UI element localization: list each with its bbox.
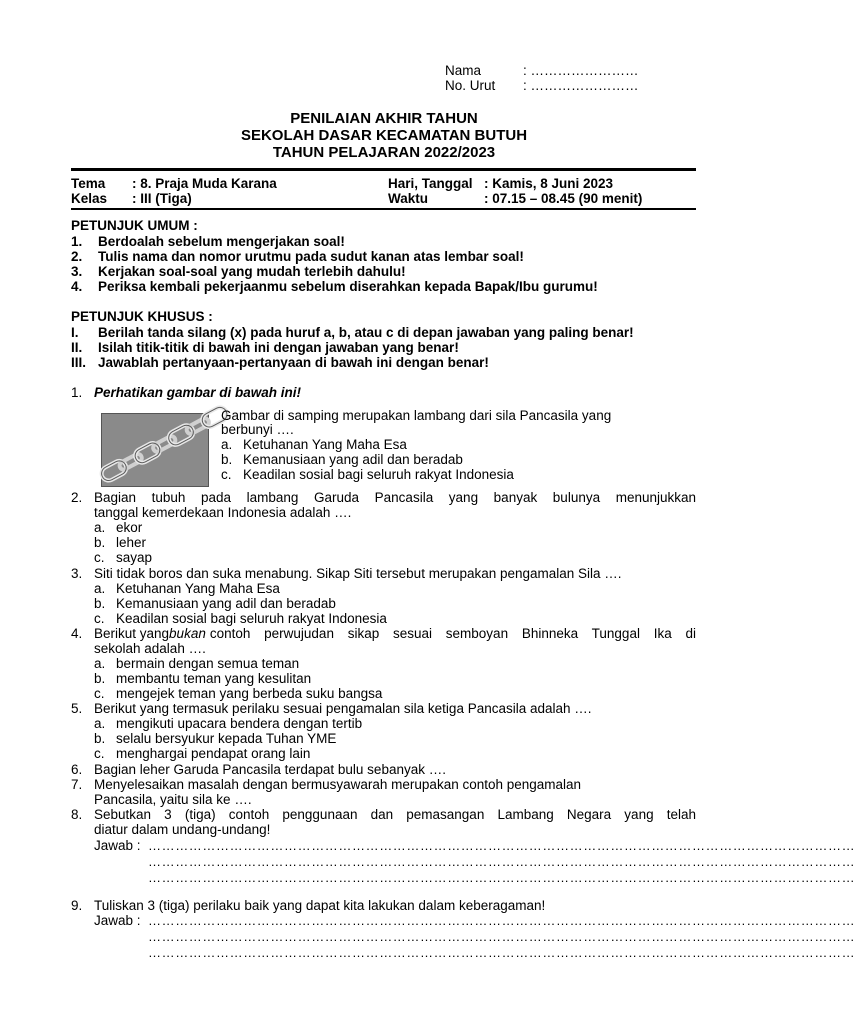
nourut-label: No. Urut — [445, 78, 496, 93]
tema-value: : 8. Praja Muda Karana — [132, 176, 277, 191]
option-letter: a. — [94, 581, 106, 596]
question-number: 3. — [71, 566, 83, 581]
option-c[interactable]: Keadilan sosial bagi seluruh rakyat Indonesia — [116, 611, 387, 626]
question-text — [94, 626, 696, 642]
hari-value: : Kamis, 8 Juni 2023 — [484, 176, 614, 191]
question-number: 4. — [71, 626, 83, 641]
question-instruction: Perhatikan gambar di bawah ini! — [94, 385, 302, 400]
option-a[interactable]: Ketuhanan Yang Maha Esa — [243, 437, 407, 452]
answer-line[interactable]: ………………………………………………………………………………………………………………………………………… — [148, 929, 855, 944]
option-letter: c. — [94, 611, 105, 626]
chain-image — [101, 413, 209, 487]
option-a[interactable]: ekor — [116, 520, 143, 535]
hari-label: Hari, Tanggal — [388, 176, 473, 191]
header-rule — [71, 168, 696, 171]
question-number: 8. — [71, 807, 83, 822]
nama-label: Nama — [445, 63, 482, 78]
answer-line[interactable]: ………………………………………………………………………………………………………………………………………… — [148, 854, 855, 869]
option-a[interactable]: bermain dengan semua teman — [116, 656, 300, 671]
question-number: 5. — [71, 701, 83, 716]
answer-line[interactable]: ………………………………………………………………………………………………………………………………………… — [148, 870, 855, 885]
question-number: 9. — [71, 898, 83, 913]
question-text: Bagian tubuh pada lambang Garuda Pancasila yang banyak bulunya menunjukkan — [94, 490, 696, 505]
question-text: Pancasila, yaitu sila ke …. — [94, 792, 252, 807]
option-letter: c. — [94, 550, 105, 565]
option-letter: b. — [94, 731, 106, 746]
list-item-num: 4. — [71, 279, 83, 294]
list-item: Berdoalah sebelum mengerjakan soal! — [98, 234, 345, 249]
question-text: Berikut yang termasuk perilaku sesuai pengamalan sila ketiga Pancasila adalah …. — [94, 701, 592, 716]
question-text: Bagian leher Garuda Pancasila terdapat bulu sebanyak …. — [94, 762, 446, 777]
option-b[interactable]: membantu teman yang kesulitan — [116, 671, 312, 686]
list-item: Kerjakan soal-soal yang mudah terlebih dahulu! — [98, 264, 406, 279]
list-item-num: II. — [71, 340, 83, 355]
petunjuk-khusus-heading: PETUNJUK KHUSUS : — [71, 309, 213, 324]
nourut-value[interactable]: : …………………… — [523, 78, 639, 93]
option-a[interactable]: mengikuti upacara bendera dengan tertib — [116, 716, 363, 731]
option-letter: a. — [221, 437, 233, 452]
option-letter: c. — [221, 467, 232, 482]
list-item: Jawablah pertanyaan-pertanyaan di bawah ini dengan benar! — [98, 355, 489, 370]
option-b[interactable]: Kemanusiaan yang adil dan beradab — [116, 596, 336, 611]
question-number: 1. — [71, 385, 83, 400]
question-text: sekolah adalah …. — [94, 641, 206, 656]
page-title-1: PENILAIAN AKHIR TAHUN — [290, 110, 478, 127]
option-b[interactable]: leher — [116, 535, 147, 550]
petunjuk-umum-heading: PETUNJUK UMUM : — [71, 218, 198, 233]
option-letter: c. — [94, 746, 105, 761]
question-text: Menyelesaikan masalah dengan bermusyawarah merupakan contoh pengamalan — [94, 777, 582, 792]
jawab-label: Jawab : — [94, 913, 141, 928]
list-item-num: I. — [71, 325, 79, 340]
option-letter: c. — [94, 686, 105, 701]
question-text-emphasis: bukan — [169, 626, 206, 641]
question-text: tanggal kemerdekaan Indonesia adalah …. — [94, 505, 352, 520]
tema-label: Tema — [71, 176, 106, 191]
option-b[interactable]: selalu bersyukur kepada Tuhan YME — [116, 731, 337, 746]
question-text-post: contoh perwujudan sikap sesuai semboyan Bhinneka Tunggal Ika di — [209, 626, 696, 641]
list-item-num: 2. — [71, 249, 83, 264]
list-item-num: 1. — [71, 234, 83, 249]
info-rule — [71, 208, 696, 210]
option-c[interactable]: sayap — [116, 550, 153, 565]
question-number: 7. — [71, 777, 83, 792]
question-text: Gambar di samping merupakan lambang dari sila Pancasila yang — [221, 408, 612, 423]
question-text-pre: Berikut yang — [94, 626, 170, 641]
answer-line[interactable]: ………………………………………………………………………………………………………………………………………… — [148, 838, 855, 853]
question-text: diatur dalam undang-undang! — [94, 822, 271, 837]
option-c[interactable]: mengejek teman yang berbeda suku bangsa — [116, 686, 383, 701]
list-item: Tulis nama dan nomor urutmu pada sudut kanan atas lembar soal! — [98, 249, 524, 264]
question-number: 6. — [71, 762, 83, 777]
answer-line[interactable]: ………………………………………………………………………………………………………………………………………… — [148, 945, 855, 960]
option-c[interactable]: menghargai pendapat orang lain — [116, 746, 311, 761]
list-item-num: III. — [71, 355, 87, 370]
option-letter: b. — [221, 452, 233, 467]
option-letter: b. — [94, 535, 106, 550]
answer-line[interactable]: ………………………………………………………………………………………………………………………………………… — [148, 913, 855, 928]
list-item-num: 3. — [71, 264, 83, 279]
jawab-label: Jawab : — [94, 838, 141, 853]
option-c[interactable]: Keadilan sosial bagi seluruh rakyat Indonesia — [243, 467, 514, 482]
waktu-value: : 07.15 – 08.45 (90 menit) — [484, 191, 643, 206]
chain-icon — [102, 414, 208, 486]
option-letter: b. — [94, 671, 106, 686]
list-item: Periksa kembali pekerjaanmu sebelum diserahkan kepada Bapak/Ibu gurumu! — [98, 279, 598, 294]
question-text: Siti tidak boros dan suka menabung. Sikap Siti tersebut merupakan pengamalan Sila …. — [94, 566, 622, 581]
option-letter: a. — [94, 656, 106, 671]
option-b[interactable]: Kemanusiaan yang adil dan beradab — [243, 452, 463, 467]
option-letter: a. — [94, 520, 106, 535]
option-a[interactable]: Ketuhanan Yang Maha Esa — [116, 581, 280, 596]
question-text: Tuliskan 3 (tiga) perilaku baik yang dapat kita lakukan dalam keberagaman! — [94, 898, 546, 913]
list-item: Berilah tanda silang (x) pada huruf a, b, atau c di depan jawaban yang paling benar! — [98, 325, 634, 340]
kelas-label: Kelas — [71, 191, 108, 206]
kelas-value: : III (Tiga) — [132, 191, 192, 206]
waktu-label: Waktu — [388, 191, 428, 206]
page-title-3: TAHUN PELAJARAN 2022/2023 — [272, 144, 496, 161]
nama-value[interactable]: : …………………… — [523, 63, 639, 78]
question-number: 2. — [71, 490, 83, 505]
page-title-2: SEKOLAH DASAR KECAMATAN BUTUH — [240, 127, 528, 144]
question-text: berbunyi …. — [221, 422, 294, 437]
question-text: Sebutkan 3 (tiga) contoh penggunaan dan pemasangan Lambang Negara yang telah — [94, 807, 696, 822]
option-letter: b. — [94, 596, 106, 611]
option-letter: a. — [94, 716, 106, 731]
list-item: Isilah titik-titik di bawah ini dengan jawaban yang benar! — [98, 340, 459, 355]
